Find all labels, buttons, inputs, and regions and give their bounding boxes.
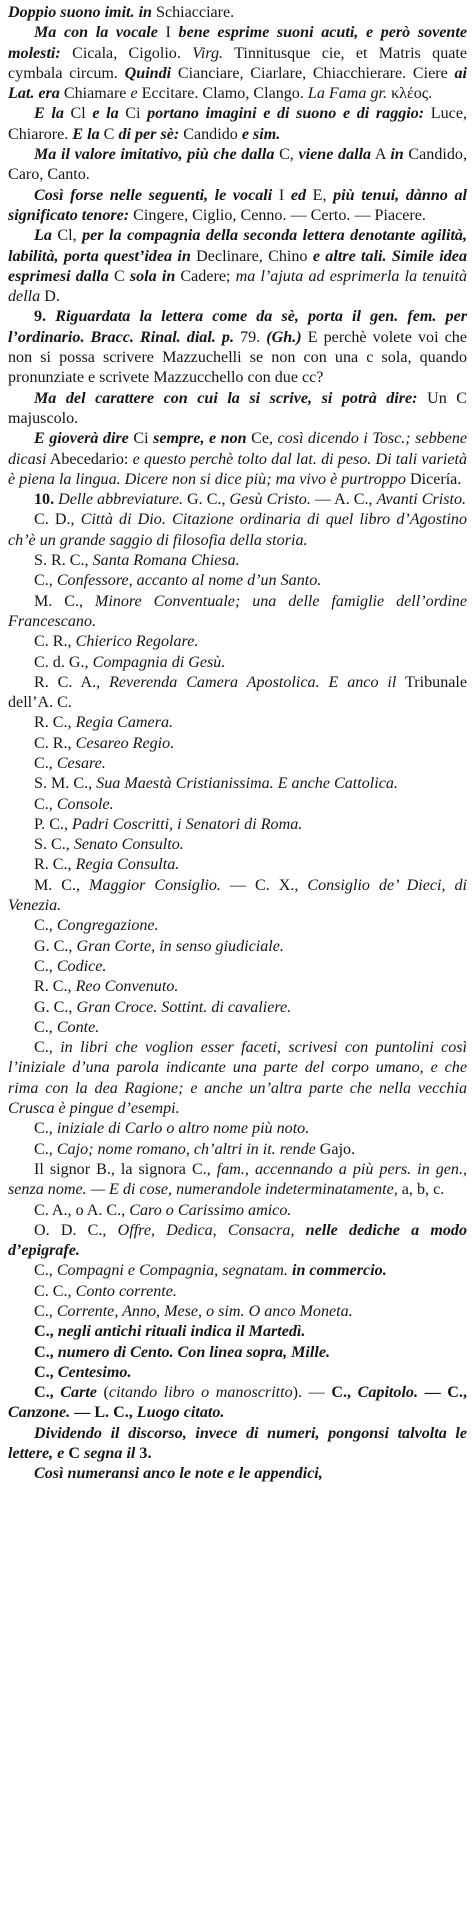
text-paragraph: Dividendo il discorso, invece di numeri, pongonsi talvolta le lettere, e C segna il 3. bbox=[8, 1424, 467, 1463]
text-paragraph: C. A., o A. C., Caro o Carissimo amico. bbox=[34, 1201, 292, 1219]
text-paragraph: La Cl, per la compagnia della seconda lettera denotante agilità, labilità, porta quest’idea in Declinare, Chino e altre tali. Simile idea esprimesi dalla C sola in Cadere; ma l’ajuta ad esprimerla la tenuità della D. bbox=[8, 227, 467, 306]
text-paragraph: E la Cl e la Ci portano imagini e di suono e di raggio: Luce, Chiarore. E la C di per sè: Candido e sim. bbox=[8, 105, 467, 143]
dictionary-entry-text bbox=[8, 3, 467, 1485]
text-paragraph: E gioverà dire Ci sempre, e non Ce, così dicendo i Tosc.; sebbene dicasi Abecedario: e questo perchè tolto dal lat. di peso. Di tali varietà è piena la lingua. Dicere non si dice più; ma vivo è purtroppo Dicería. bbox=[8, 430, 468, 488]
text-paragraph: S. M. C., Sua Maestà Cristianissima. E anche Cattolica. bbox=[34, 775, 398, 793]
text-paragraph: Ma il valore imitativo, più che dalla C, viene dalla A in Candido, Caro, Canto. bbox=[8, 146, 467, 184]
text-paragraph: Ma del carattere con cui la si scrive, si potrà dire: Un C majuscolo. bbox=[8, 389, 467, 427]
text-paragraph: C. C., Conto corrente. bbox=[34, 1282, 177, 1300]
text-paragraph: Il signor B., la signora C., fam., accennando a più pers. in gen., senza nome. — E di cose, numerandole indeterminatamente, a, b, c. bbox=[8, 1160, 467, 1199]
text-paragraph: C., Congregazione. bbox=[34, 917, 159, 935]
text-paragraph: C., numero di Cento. Con linea sopra, Mille. bbox=[34, 1343, 331, 1361]
text-paragraph: C., Carte (citando libro o manoscritto). — C., Capitolo. — C., Canzone. — L. C., Luogo citato. bbox=[8, 1384, 467, 1422]
text-paragraph: Così numeransi anco le note e le appendici, bbox=[34, 1465, 323, 1483]
text-paragraph: Così forse nelle seguenti, le vocali I ed E, più tenui, dànno al significato tenore: Cingere, Ciglio, Cenno. — Certo. — Piacere. bbox=[8, 186, 467, 224]
text-paragraph: Ma con la vocale I bene esprime suoni acuti, e però sovente molesti: Cicala, Cigolio. Virg. Tinnitusque cie, et Matris quate cymbala circum. Quindi Cianciare, Ciarlare, Chiacchierare. Ciere ai Lat. era Chiamare e Eccitare. Clamo, Clango. La Fama gr. κλέος. bbox=[8, 24, 468, 103]
text-paragraph: C. R., Cesareo Regio. bbox=[34, 734, 175, 752]
text-paragraph: C., Cajo; nome romano, ch’altri in it. rende Gajo. bbox=[34, 1140, 356, 1158]
text-paragraph: S. C., Senato Consulto. bbox=[34, 836, 184, 854]
text-paragraph: 9. Riguardata la lettera come da sè, porta il gen. fem. per l’ordinario. Bracc. Rinal. dial. p. 79. (Gh.) E perchè volete voi che non si possa scrivere Mazzuchelli se non con una c sola, quando pronunziate e scrivete Mazzucchello con due cc? bbox=[8, 308, 467, 387]
text-paragraph: R. C., Regia Camera. bbox=[34, 714, 174, 732]
text-paragraph: G. C., Gran Croce. Sottint. di cavaliere. bbox=[34, 998, 292, 1016]
text-paragraph: C., iniziale di Carlo o altro nome più noto. bbox=[34, 1120, 310, 1138]
text-paragraph: C., Compagni e Compagnia, segnatam. in commercio. bbox=[34, 1262, 387, 1280]
text-paragraph: R. C. A., Reverenda Camera Apostolica. E anco il Tribunale dell’A. C. bbox=[8, 673, 467, 712]
text-paragraph: 10. Delle abbreviature. G. C., Gesù Cristo. — A. C., Avanti Cristo. bbox=[34, 491, 467, 509]
text-paragraph: C., Confessore, accanto al nome d’un Santo. bbox=[34, 572, 322, 590]
text-paragraph: M. C., Maggior Consiglio. — C. X., Consiglio de’ Dieci, di Venezia. bbox=[8, 876, 467, 915]
text-paragraph: C., in libri che voglion esser faceti, scrivesi con puntolini così l’iniziale d’una parola indicante una parte del corpo umano, e che rima con la dea Ragione; e anche un’altra parte che nella vecchia Crusca è pingue d’esempi. bbox=[8, 1039, 467, 1118]
text-paragraph: C., Conte. bbox=[34, 1018, 100, 1036]
text-paragraph: C., Corrente, Anno, Mese, o sim. O anco Moneta. bbox=[34, 1303, 353, 1320]
text-paragraph: M. C., Minore Conventuale; una delle famiglie dell’ordine Francescano. bbox=[8, 592, 467, 630]
text-paragraph: C. d. G., Compagnia di Gesù. bbox=[34, 653, 226, 671]
text-paragraph: C., negli antichi rituali indica il Martedì. bbox=[34, 1323, 306, 1341]
text-paragraph: P. C., Padri Coscritti, i Senatori di Roma. bbox=[34, 815, 303, 833]
text-paragraph: C., Cesare. bbox=[34, 754, 106, 772]
text-paragraph: C., Console. bbox=[34, 795, 114, 813]
text-paragraph: C. D., Città di Dio. Citazione ordinaria di quel libro d’Agostino ch’è un grande saggio di filosofia della storia. bbox=[8, 511, 467, 549]
text-paragraph: R. C., Regia Consulta. bbox=[34, 856, 180, 874]
text-paragraph: Doppio suono imit. in Schiacciare. bbox=[8, 4, 235, 21]
text-paragraph: C., Codice. bbox=[34, 957, 107, 975]
text-paragraph: C., Centesimo. bbox=[34, 1363, 132, 1381]
text-paragraph: C. R., Chierico Regolare. bbox=[34, 633, 199, 651]
text-paragraph: G. C., Gran Corte, in senso giudiciale. bbox=[34, 937, 284, 955]
text-paragraph: S. R. C., Santa Romana Chiesa. bbox=[34, 552, 240, 570]
text-paragraph: O. D. C., Offre, Dedica, Consacra, nelle dediche a modo d’epigrafe. bbox=[8, 1221, 467, 1260]
text-paragraph: R. C., Reo Convenuto. bbox=[34, 978, 179, 996]
